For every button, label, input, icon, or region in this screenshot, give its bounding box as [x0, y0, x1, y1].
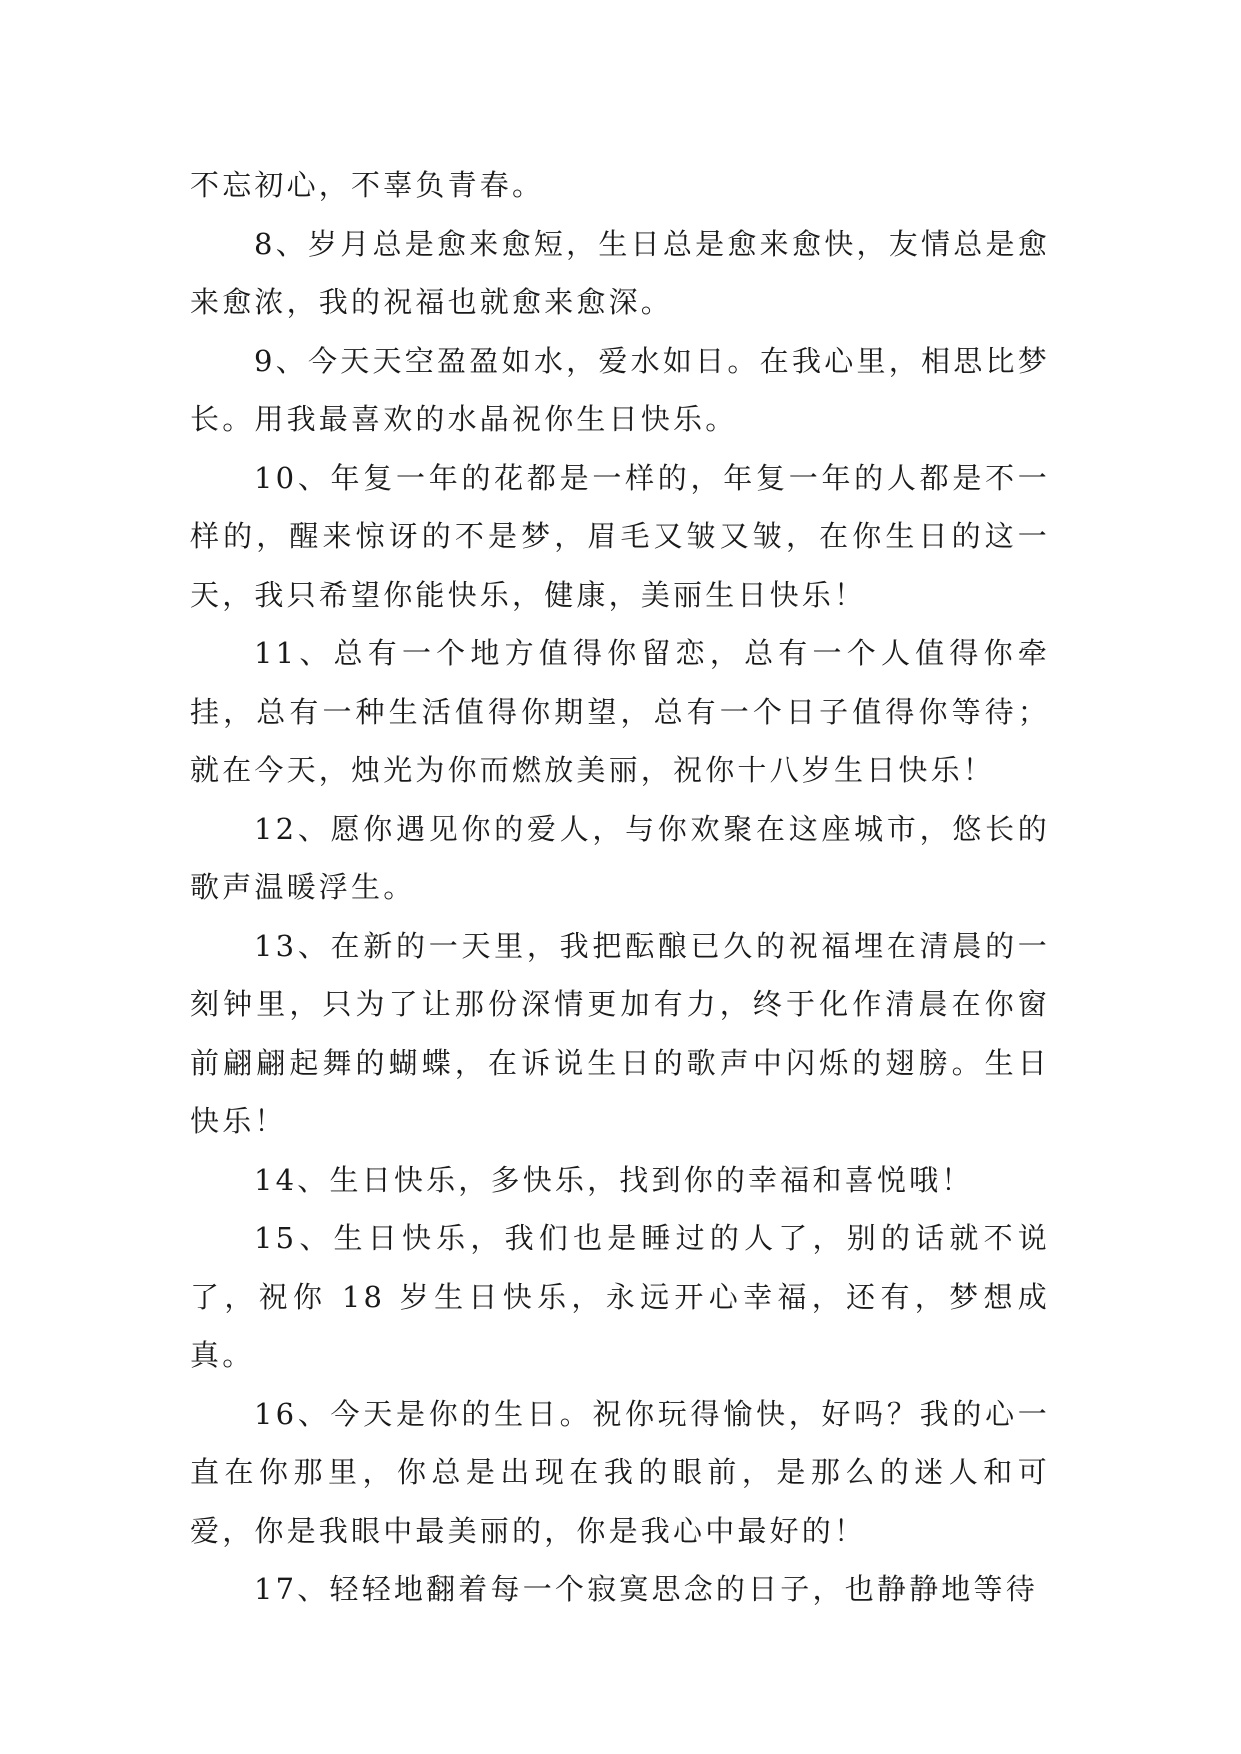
paragraph-13: 13、在新的一天里，我把酝酿已久的祝福埋在清晨的一刻钟里，只为了让那份深情更加有力，终于化作清晨在你窗前翩翩起舞的蝴蝶，在诉说生日的歌声中闪烁的翅膀。生日快乐！: [190, 928, 1050, 1138]
paragraph-11: 11、总有一个地方值得你留恋，总有一个人值得你牵挂，总有一种生活值得你期望，总有一个日子值得你等待；就在今天，烛光为你而燃放美丽，祝你十八岁生日快乐！: [190, 636, 1050, 787]
paragraph-9: 9、今天天空盈盈如水，爱水如日。在我心里，相思比梦长。用我最喜欢的水晶祝你生日快乐。: [190, 343, 1050, 436]
paragraph-17: 17、轻轻地翻着每一个寂寞思念的日子，也静静地等待: [254, 1572, 1038, 1606]
paragraph-12: 12、愿你遇见你的爱人，与你欢聚在这座城市，悠长的歌声温暖浮生。: [190, 811, 1050, 904]
paragraph-8: 8、岁月总是愈来愈短，生日总是愈来愈快，友情总是愈来愈浓，我的祝福也就愈来愈深。: [190, 226, 1050, 319]
paragraph-14: 14、生日快乐，多快乐，找到你的幸福和喜悦哦！: [254, 1162, 974, 1197]
paragraph-continuation: 不忘初心，不辜负青春。: [190, 168, 545, 202]
paragraph-10: 10、年复一年的花都是一样的，年复一年的人都是不一样的，醒来惊讶的不是梦，眉毛又皱又皱，在你生日的这一天，我只希望你能快乐，健康，美丽生日快乐！: [190, 460, 1050, 612]
paragraph-16: 16、今天是你的生日。祝你玩得愉快，好吗？我的心一直在你那里，你总是出现在我的眼前，是那么的迷人和可爱，你是我眼中最美丽的，你是我心中最好的！: [190, 1396, 1050, 1548]
document-body: [190, 156, 1050, 1619]
paragraph-15: 15、生日快乐，我们也是睡过的人了，别的话就不说了，祝你 18 岁生日快乐，永远开心幸福，还有，梦想成真。: [190, 1221, 1050, 1372]
